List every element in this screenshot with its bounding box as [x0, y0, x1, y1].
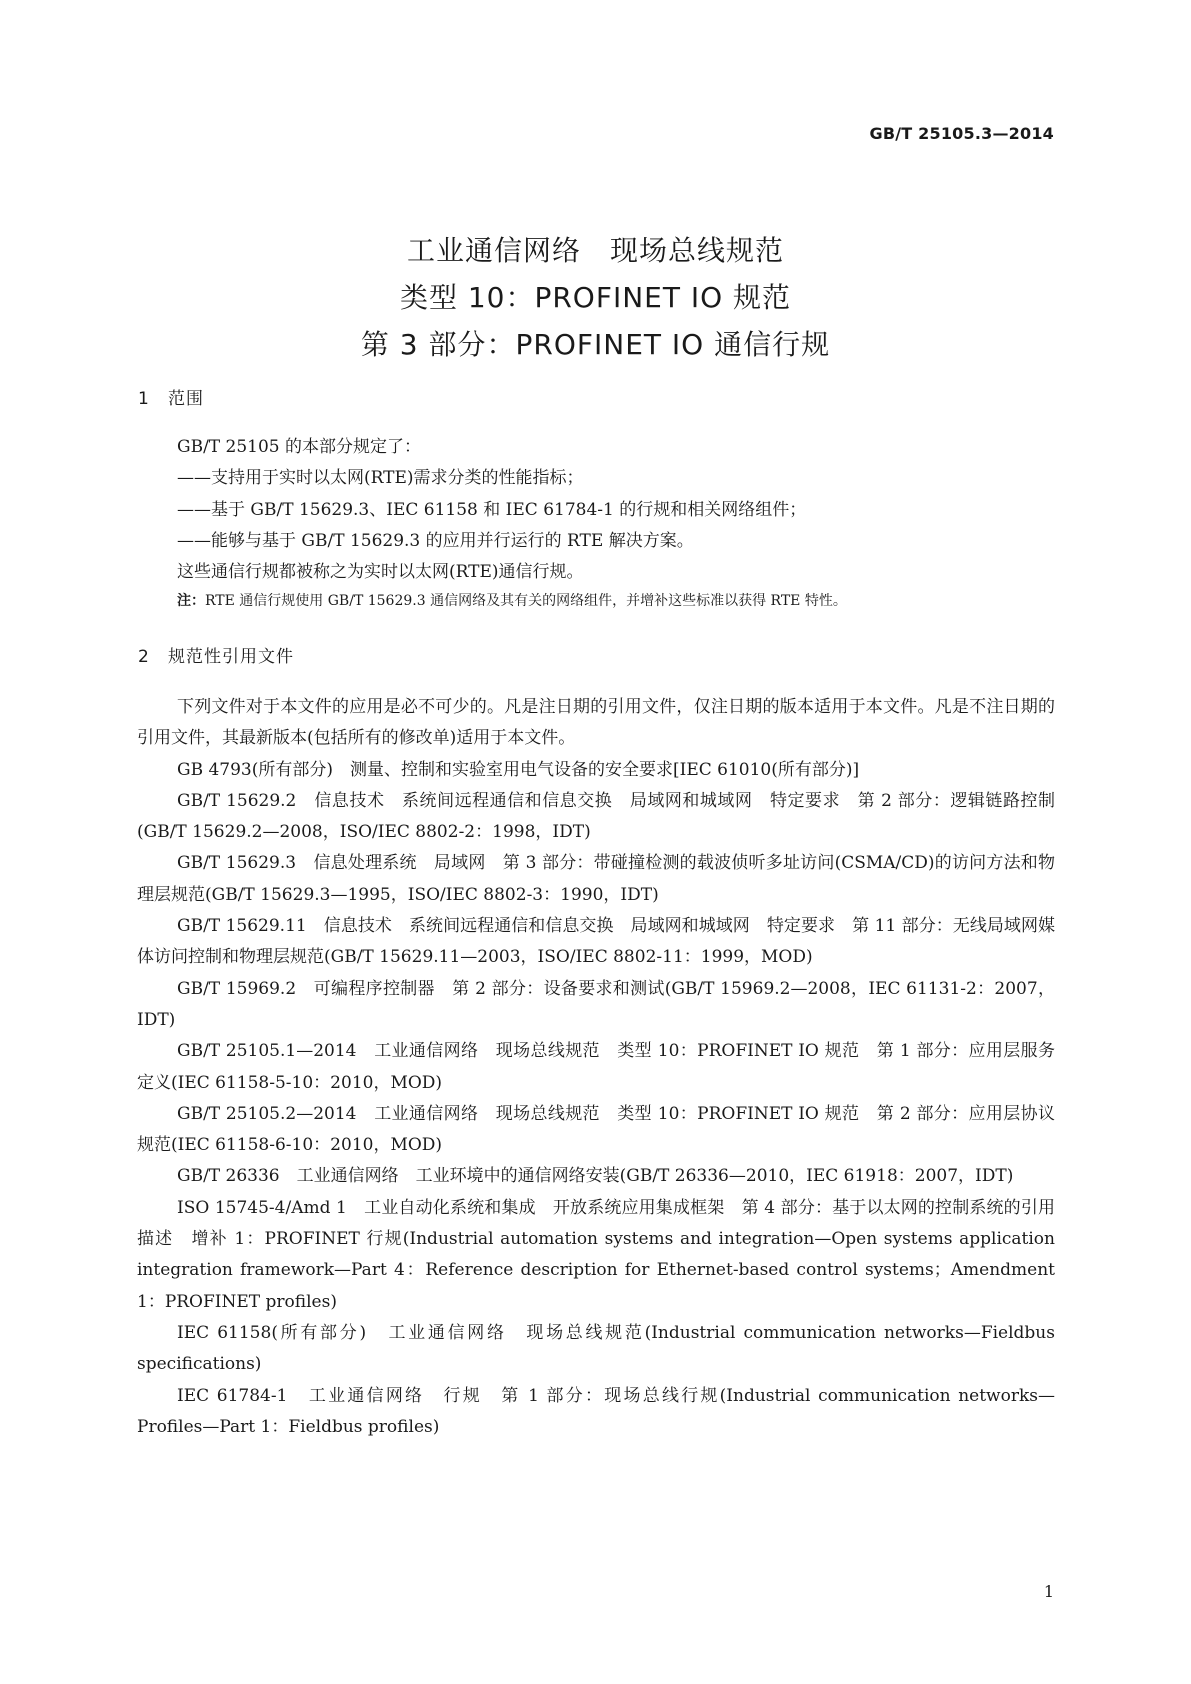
- reference-entry: IEC 61158(所有部分) 工业通信网络 现场总线规范(Industrial communication networks—Fieldbus specifications): [137, 1322, 1055, 1375]
- reference-entry: GB/T 25105.2—2014 工业通信网络 现场总线规范 类型 10：PROFINET IO 规范 第 2 部分：应用层协议规范(IEC 61158-6-10：2010，MOD): [137, 1103, 1055, 1156]
- reference-entry: IEC 61784-1 工业通信网络 行规 第 1 部分：现场总线行规(Industrial communication networks—Profiles—Part 1：Fieldbus profiles): [137, 1385, 1055, 1437]
- section-1-body: [137, 432, 1055, 614]
- section-2-number: 2: [138, 647, 150, 667]
- scope-item: ——支持用于实时以太网(RTE)需求分类的性能指标；: [177, 468, 584, 489]
- section-2-heading: [138, 642, 294, 667]
- scope-note: [137, 588, 1055, 614]
- scope-closing: 这些通信行规都被称之为实时以太网(RTE)通信行规。: [177, 562, 584, 583]
- references-intro: 下列文件对于本文件的应用是必不可少的。凡是注日期的引用文件，仅注日期的版本适用于本文件。凡是不注日期的引用文件，其最新版本(包括所有的修改单)适用于本文件。: [137, 697, 1055, 749]
- scope-item: ——基于 GB/T 15629.3、IEC 61158 和 IEC 61784-1 的行规和相关网络组件；: [177, 499, 807, 520]
- reference-entry: GB/T 15969.2 可编程序控制器 第 2 部分：设备要求和测试(GB/T 15969.2—2008，IEC 61131-2：2007，IDT): [137, 978, 1055, 1030]
- section-1-number: 1: [138, 389, 150, 409]
- reference-entry: GB/T 26336 工业通信网络 工业环境中的通信网络安装(GB/T 26336—2010，IEC 61918：2007，IDT): [177, 1166, 1014, 1187]
- section-1-title: 范围: [168, 389, 204, 409]
- reference-entry: GB/T 25105.1—2014 工业通信网络 现场总线规范 类型 10：PROFINET IO 规范 第 1 部分：应用层服务定义(IEC 61158-5-10：2010，MOD): [137, 1041, 1055, 1093]
- reference-entry: GB/T 15629.2 信息技术 系统间远程通信和信息交换 局域网和城域网 特定要求 第 2 部分：逻辑链路控制(GB/T 15629.2—2008，ISO/IEC 8802-2：1998，IDT): [137, 790, 1055, 843]
- scope-intro: GB/T 25105 的本部分规定了：: [177, 437, 422, 457]
- title-line-3: 第 3 部分：PROFINET IO 通信行规: [360, 328, 831, 361]
- reference-entry: GB/T 15629.3 信息处理系统 局域网 第 3 部分：带碰撞检测的载波侦听多址访问(CSMA/CD)的访问方法和物理层规范(GB/T 15629.3—1995，ISO/IEC 8802-3：1990，IDT): [137, 853, 1055, 905]
- page-number: 1: [1043, 1582, 1054, 1601]
- reference-entry: GB/T 15629.11 信息技术 系统间远程通信和信息交换 局域网和城域网 特定要求 第 11 部分：无线局域网媒体访问控制和物理层规范(GB/T 15629.11—2003，ISO/IEC 8802-11：1999，MOD): [137, 916, 1055, 968]
- standard-code: GB/T 25105.3—2014: [869, 124, 1054, 143]
- section-2-body: [137, 692, 1055, 1443]
- section-1-heading: [138, 384, 204, 409]
- reference-entry: GB 4793(所有部分) 测量、控制和实验室用电气设备的安全要求[IEC 61010(所有部分)]: [177, 759, 860, 780]
- title-line-2: 类型 10：PROFINET IO 规范: [399, 281, 792, 314]
- title-line-1: 工业通信网络 现场总线规范: [406, 234, 784, 267]
- reference-entry: ISO 15745-4/Amd 1 工业自动化系统和集成 开放系统应用集成框架 第 4 部分：基于以太网的控制系统的引用描述 增补 1：PROFINET 行规(Industrial automation systems and integration—Open systems application integration framework—Part 4：Reference description for Ethernet-based control systems；Amendment 1：PROFINET profiles): [137, 1197, 1055, 1312]
- document-title: [0, 227, 1191, 368]
- section-2-title: 规范性引用文件: [168, 647, 294, 667]
- note-label: 注：: [177, 593, 205, 610]
- note-text: RTE 通信行规使用 GB/T 15629.3 通信网络及其有关的网络组件，并增补这些标准以获得 RTE 特性。: [205, 593, 847, 610]
- scope-item: ——能够与基于 GB/T 15629.3 的应用并行运行的 RTE 解决方案。: [177, 530, 694, 551]
